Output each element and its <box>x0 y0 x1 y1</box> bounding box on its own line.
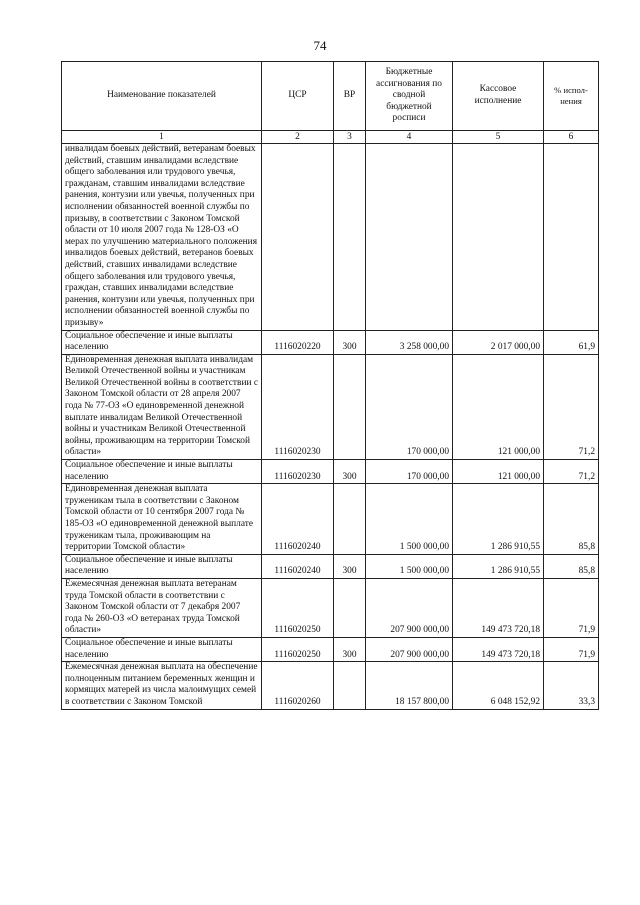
header-csr: ЦСР <box>262 62 334 131</box>
column-number: 6 <box>544 131 599 144</box>
page-number: 74 <box>313 38 327 53</box>
header-vr: ВР <box>334 62 366 131</box>
row-name: Социальное обеспечение и иные выплаты населению <box>62 460 262 484</box>
table-row <box>62 554 599 578</box>
table-row <box>62 484 599 555</box>
row-csr: 1116020250 <box>262 578 334 637</box>
row-cash: 121 000,00 <box>453 460 544 484</box>
row-budget: 3 258 000,00 <box>366 330 453 354</box>
row-name: Единовременная денежная выплата инвалидам Великой Отечественной войны и участникам Великой Отечественной войны в соответствии с Законом Томской области от 28 апреля 2007 года № 77-ОЗ «О единовременной денежной выплате инвалидам Великой Отечественной войны и участникам Великой Отечественной войны, проживающим на территории Томской области» <box>62 354 262 459</box>
header-cash: Кассовое исполнение <box>453 62 544 131</box>
row-cash: 6 048 152,92 <box>453 662 544 709</box>
header-budget: Бюджетные ассигнования по сводной бюджетной росписи <box>366 62 453 131</box>
row-name: инвалидам боевых действий, ветеранам боевых действий, ставшим инвалидами вследствие общего заболевания или трудового увечья, гражданам, ставшим инвалидами вследствие ранения, контузии или увечья, полученных при исполнении обязанностей военной службы по призыву, в соответствии с Законом Томской области от 10 июля 2007 года № 128-ОЗ «О мерах по улучшению материального положения инвалидов боевых действий, ветеранов боевых действий, ставших инвалидами вследствие общего заболевания или трудового увечья, граждан, ставших инвалидами вследствие ранения, контузии или увечья, полученных при исполнении обязанностей военной службы по призыву» <box>62 144 262 331</box>
budget-execution-table <box>61 61 599 710</box>
row-pct: 33,3 <box>544 662 599 709</box>
row-budget <box>366 144 453 331</box>
row-vr <box>334 144 366 331</box>
row-cash: 149 473 720,18 <box>453 578 544 637</box>
row-pct: 71,2 <box>544 354 599 459</box>
table-row <box>62 144 599 331</box>
row-vr <box>334 662 366 709</box>
row-budget: 1 500 000,00 <box>366 554 453 578</box>
row-pct <box>544 144 599 331</box>
row-vr <box>334 354 366 459</box>
row-name: Единовременная денежная выплата труженикам тыла в соответствии с Законом Томской области от 10 сентября 2007 года № 185-ОЗ «О единовременной денежной выплате труженикам тыла, проживающим на территории Томской области» <box>62 484 262 555</box>
row-csr: 1116020230 <box>262 460 334 484</box>
header-name: Наименование показателей <box>62 62 262 131</box>
row-vr <box>334 578 366 637</box>
row-csr: 1116020240 <box>262 484 334 555</box>
row-vr: 300 <box>334 637 366 661</box>
row-name: Ежемесячная денежная выплата ветеранам труда Томской области в соответствии с Законом Томской области от 7 декабря 2007 года № 260-ОЗ «О ветеранах труда Томской области» <box>62 578 262 637</box>
table-header-row <box>62 62 599 131</box>
row-cash: 2 017 000,00 <box>453 330 544 354</box>
row-pct: 71,9 <box>544 637 599 661</box>
row-budget: 18 157 800,00 <box>366 662 453 709</box>
row-budget: 1 500 000,00 <box>366 484 453 555</box>
row-csr: 1116020260 <box>262 662 334 709</box>
table-row <box>62 354 599 459</box>
table-row <box>62 460 599 484</box>
row-vr: 300 <box>334 330 366 354</box>
row-cash: 121 000,00 <box>453 354 544 459</box>
row-pct: 85,8 <box>544 484 599 555</box>
table-row <box>62 330 599 354</box>
row-name: Социальное обеспечение и иные выплаты населению <box>62 637 262 661</box>
column-number-row <box>62 131 599 144</box>
row-vr: 300 <box>334 554 366 578</box>
table-row <box>62 662 599 709</box>
column-number: 3 <box>334 131 366 144</box>
row-pct: 71,9 <box>544 578 599 637</box>
row-cash: 1 286 910,55 <box>453 554 544 578</box>
row-name: Социальное обеспечение и иные выплаты населению <box>62 330 262 354</box>
row-cash: 1 286 910,55 <box>453 484 544 555</box>
row-budget: 170 000,00 <box>366 460 453 484</box>
row-pct: 61,9 <box>544 330 599 354</box>
column-number: 1 <box>62 131 262 144</box>
row-csr <box>262 144 334 331</box>
row-csr: 1116020220 <box>262 330 334 354</box>
table-row <box>62 578 599 637</box>
row-pct: 85,8 <box>544 554 599 578</box>
row-cash: 149 473 720,18 <box>453 637 544 661</box>
row-budget: 170 000,00 <box>366 354 453 459</box>
row-csr: 1116020240 <box>262 554 334 578</box>
row-csr: 1116020250 <box>262 637 334 661</box>
row-budget: 207 900 000,00 <box>366 578 453 637</box>
table-row <box>62 637 599 661</box>
column-number: 4 <box>366 131 453 144</box>
row-vr: 300 <box>334 460 366 484</box>
column-number: 2 <box>262 131 334 144</box>
row-vr <box>334 484 366 555</box>
header-pct: % испол-нения <box>544 62 599 131</box>
row-budget: 207 900 000,00 <box>366 637 453 661</box>
row-csr: 1116020230 <box>262 354 334 459</box>
row-cash <box>453 144 544 331</box>
row-pct: 71,2 <box>544 460 599 484</box>
row-name: Ежемесячная денежная выплата на обеспечение полноценным питанием беременных женщин и кормящих матерей из числа малоимущих семей в соответствии с Законом Томской <box>62 662 262 709</box>
row-name: Социальное обеспечение и иные выплаты населению <box>62 554 262 578</box>
column-number: 5 <box>453 131 544 144</box>
